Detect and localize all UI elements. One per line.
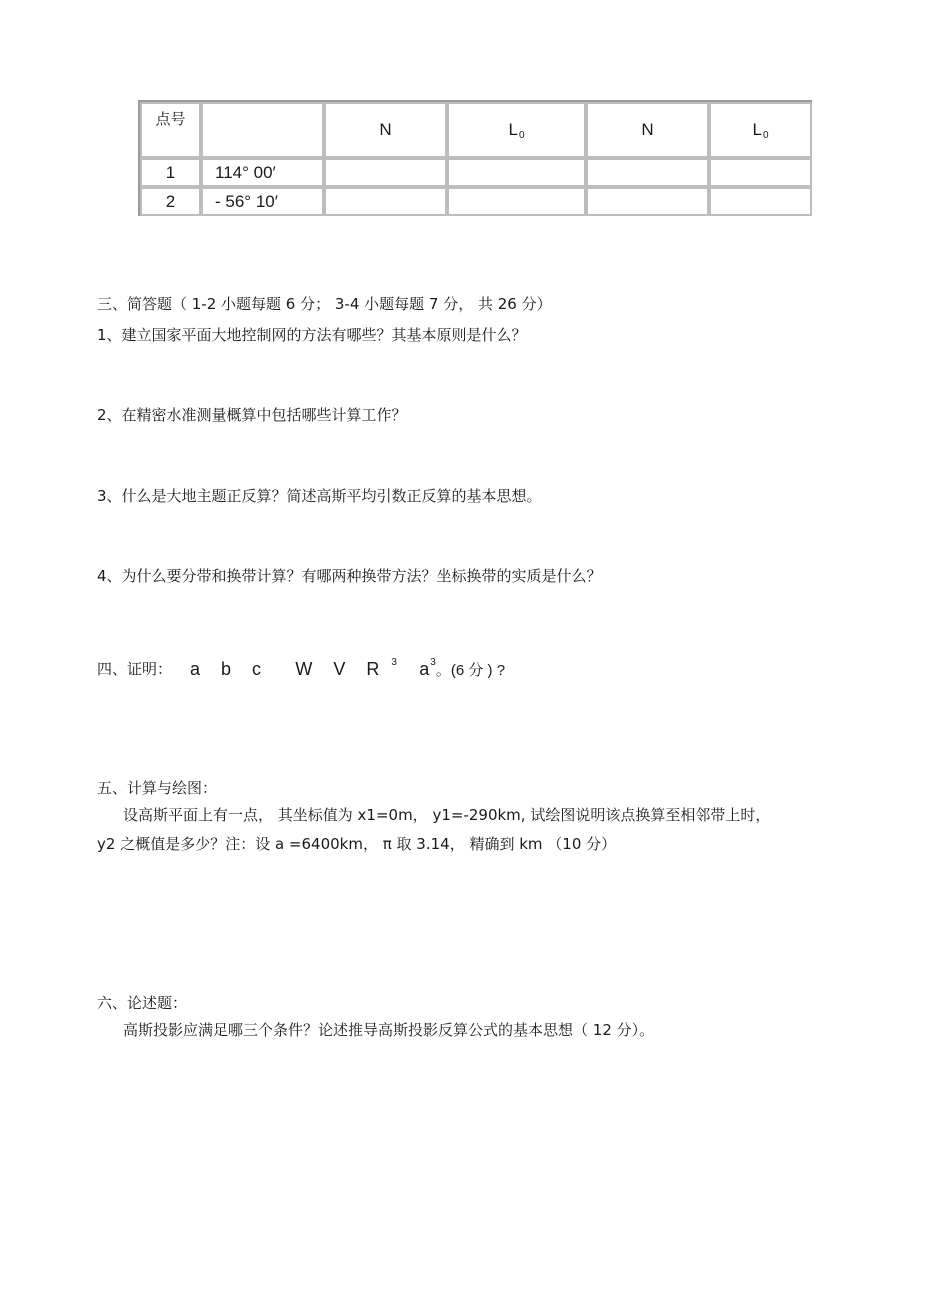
row-2-n-1 xyxy=(324,187,447,216)
proof-formula xyxy=(190,659,505,683)
section-3-title: 三、简答题（ 1-2 小题每题 6 分； 3-4 小题每题 7 分， 共 26 分） xyxy=(97,295,552,313)
header-n-1: N xyxy=(324,102,447,158)
row-2-l0-1 xyxy=(447,187,586,216)
section-5-line-1: 设高斯平面上有一点， 其坐标值为 x1=0m， y1=-290km, 试绘图说明该点换算至相邻带上时， xyxy=(123,806,771,824)
header-coordinate xyxy=(201,102,324,158)
row-2-point: 2 xyxy=(140,187,201,216)
row-1-point: 1 xyxy=(140,158,201,187)
question-2: 2、在精密水准测量概算中包括哪些计算工作？ xyxy=(97,406,407,424)
row-1-n-2 xyxy=(586,158,709,187)
header-l0-2-subscript: 0 xyxy=(762,129,769,141)
header-n-2: N xyxy=(586,102,709,158)
row-2-n-2 xyxy=(586,187,709,216)
question-4: 4、为什么要分带和换带计算？有哪两种换带方法？坐标换带的实质是什么？ xyxy=(97,567,602,585)
section-4-label: 四、证明： xyxy=(97,660,173,678)
row-1-l0-2 xyxy=(709,158,812,187)
question-3: 3、什么是大地主题正反算？简述高斯平均引数正反算的基本思想。 xyxy=(97,487,542,505)
header-l0-1 xyxy=(447,102,586,158)
formula-a: a xyxy=(419,659,430,679)
row-1-value: 114° 00′ xyxy=(201,158,324,187)
section-5-line-2: y2 之概值是多少？注：设 a =6400km， π 取 3.14， 精确到 km （10 分） xyxy=(97,835,617,853)
row-1-n-1 xyxy=(324,158,447,187)
question-1: 1、建立国家平面大地控制网的方法有哪些？其基本原则是什么？ xyxy=(97,326,527,344)
row-1-l0-1 xyxy=(447,158,586,187)
formula-wvr: W V R xyxy=(295,659,388,679)
coordinate-table xyxy=(138,100,812,216)
section-6-title: 六、论述题： xyxy=(97,994,188,1012)
row-2-value: - 56° 10′ xyxy=(201,187,324,216)
header-l0-2-main: L xyxy=(752,120,762,139)
header-l0-1-subscript: 0 xyxy=(518,129,525,141)
header-point-number: 点号 xyxy=(140,102,201,158)
formula-exp-2: 3 xyxy=(430,657,436,668)
header-l0-1-main: L xyxy=(508,120,518,139)
formula-abc: a b c xyxy=(190,659,270,679)
formula-exp-1: 3 xyxy=(391,657,397,668)
header-l0-2 xyxy=(709,102,812,158)
row-2-l0-2 xyxy=(709,187,812,216)
formula-tail: 。(6 分 ) ? xyxy=(435,662,506,679)
section-6-line-1: 高斯投影应满足哪三个条件？论述推导高斯投影反算公式的基本思想（ 12 分）。 xyxy=(123,1021,655,1039)
section-5-title: 五、计算与绘图： xyxy=(97,779,218,797)
